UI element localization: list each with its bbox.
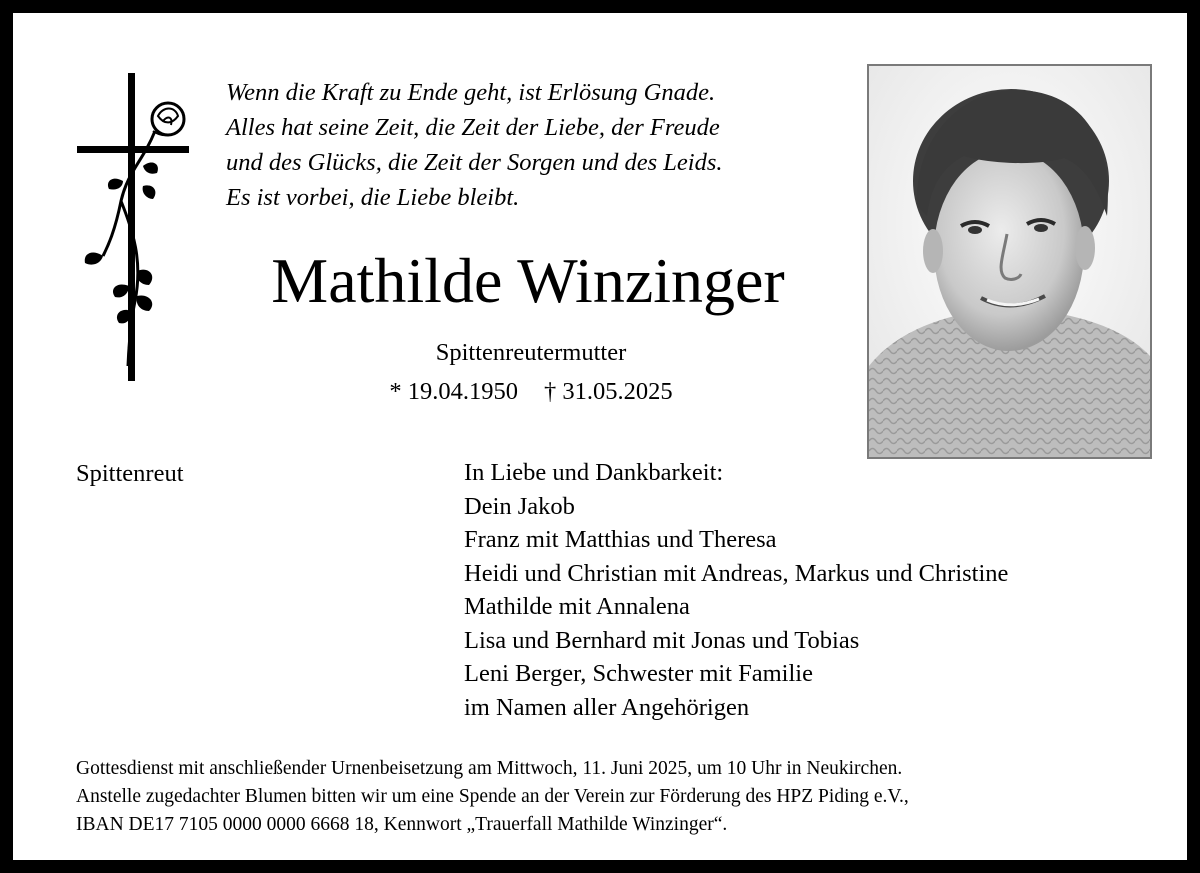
iban-line: IBAN DE17 7105 0000 0000 6668 18, Kennwort „Trauerfall Mathilde Winzinger“. — [76, 814, 728, 835]
portrait-photo — [867, 64, 1152, 459]
deceased-name: Mathilde Winzinger — [271, 245, 785, 316]
death-date: † 31.05.2025 — [544, 378, 673, 405]
deceased-title: Spittenreutermutter — [435, 339, 627, 366]
poem-line: Es ist vorbei, die Liebe bleibt. — [226, 184, 520, 211]
poem — [226, 75, 846, 215]
mourner-line: im Namen aller Angehörigen — [464, 693, 750, 721]
mourner-line: Franz mit Matthias und Theresa — [464, 526, 777, 553]
mourners-list — [464, 456, 1008, 724]
mourners-heading: In Liebe und Dankbarkeit: — [464, 459, 724, 486]
cross-with-rose-icon — [73, 71, 193, 386]
life-dates — [343, 375, 719, 409]
poem-line: Wenn die Kraft zu Ende geht, ist Erlösung Gnade. — [226, 79, 716, 106]
mourner-line: Heidi und Christian mit Andreas, Markus und Christine — [464, 559, 1009, 587]
place-name: Spittenreut — [76, 460, 184, 487]
poem-line: Alles hat seine Zeit, die Zeit der Liebe, der Freude — [226, 114, 720, 141]
mourner-line: Lisa und Bernhard mit Jonas und Tobias — [464, 626, 860, 654]
mourner-line: Mathilde mit Annalena — [464, 593, 690, 620]
service-info — [76, 755, 909, 839]
poem-line: und des Glücks, die Zeit der Sorgen und des Leids. — [226, 149, 723, 176]
donation-line: Anstelle zugedachter Blumen bitten wir um eine Spende an der Verein zur Förderung des HPZ Piding e.V., — [76, 786, 909, 807]
birth-date: * 19.04.1950 — [389, 378, 518, 405]
mourner-line: Dein Jakob — [464, 492, 575, 520]
mourner-line: Leni Berger, Schwester mit Familie — [464, 660, 813, 687]
service-line: Gottesdienst mit anschließender Urnenbeisetzung am Mittwoch, 11. Juni 2025, um 10 Uhr in Neukirchen. — [76, 758, 903, 779]
